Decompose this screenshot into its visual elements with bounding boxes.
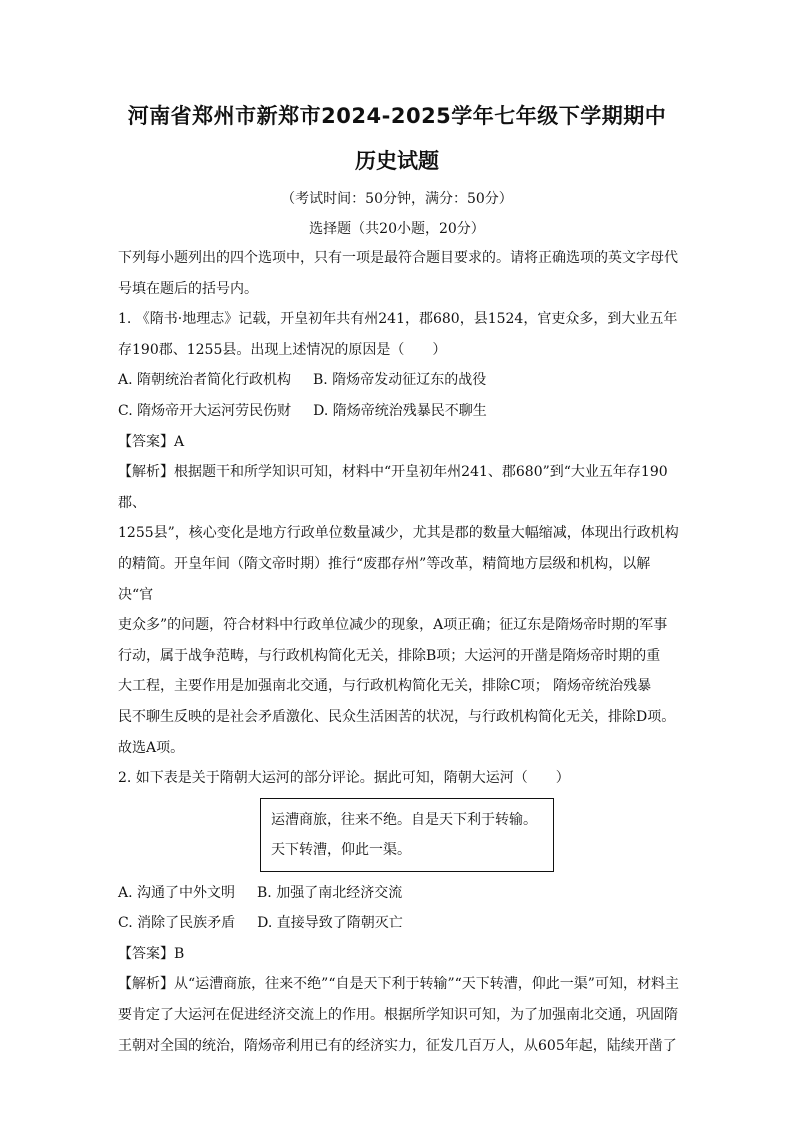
q2-analysis-label: 【解析】 bbox=[118, 976, 174, 993]
q2-answer: 【答案】B bbox=[118, 945, 185, 962]
q2-quote-line: 运漕商旅，往来不绝。自是天下利于转输。 bbox=[271, 811, 537, 828]
q1-option-a: A. 隋朝统治者简化行政机构 bbox=[118, 372, 292, 389]
q2-option-a: A. 沟通了中外文明 bbox=[118, 884, 236, 901]
q1-analysis-line: 大工程，主要作用是加强南北交通，与行政机构简化无关，排除C项； 隋炀帝统治残暴 bbox=[118, 678, 652, 695]
q2-analysis-line: 【解析】从“运漕商旅，往来不绝”“自是天下利于转输”“天下转漕，仰此一渠”可知，材料主 bbox=[118, 976, 679, 993]
q2-option-d: D. 直接导致了隋朝灭亡 bbox=[257, 915, 403, 932]
question-content bbox=[118, 243, 684, 1061]
q2-analysis-line: 王朝对全国的统治，隋炀帝利用已有的经济实力，征发几百万人，从605年起，陆续开凿了 bbox=[118, 1037, 677, 1054]
q1-analysis-line: 的精简。开皇年间（隋文帝时期）推行“废郡存州”等改革，精简地方层级和机构，以解决“官 bbox=[118, 555, 651, 603]
q1-analysis-line: 1255县”，核心变化是地方行政单位数量减少，尤其是郡的数量大幅缩减，体现出行政机构 bbox=[118, 525, 679, 542]
document-subtitle: 历史试题 bbox=[355, 149, 439, 173]
q2-options-row bbox=[118, 908, 684, 939]
q1-stem: 存190郡、1255县。出现上述情况的原因是（ ） bbox=[118, 341, 447, 358]
q1-answer: 【答案】A bbox=[118, 433, 185, 450]
q2-options-row bbox=[118, 878, 684, 909]
q1-analysis-line: 【解析】根据题干和所学知识可知，材料中“开皇初年州241、郡680”到“大业五年存190郡、 bbox=[118, 464, 668, 511]
instruction-line: 号填在题后的括号内。 bbox=[118, 280, 258, 297]
q1-stem: 1. 《隋书·地理志》记载，开皇初年共有州241，郡680，县1524，官吏众多，到大业五年 bbox=[118, 311, 678, 328]
q1-analysis-line: 行动，属于战争范畴，与行政机构简化无关，排除B项；大运河的开凿是隋炀帝时期的重 bbox=[118, 647, 661, 664]
instruction-line: 下列每小题列出的四个选项中，只有一项是最符合题目要求的。请将正确选项的英文字母代 bbox=[118, 250, 678, 266]
q2-quote-table bbox=[260, 798, 554, 872]
q1-option-d: D. 隋炀帝统治残暴民不聊生 bbox=[313, 402, 487, 419]
q1-option-c: C. 隋炀帝开大运河劳民伤财 bbox=[118, 402, 292, 419]
q2-option-b: B. 加强了南北经济交流 bbox=[257, 884, 403, 901]
q1-analysis-line: 吏众多”的问题，符合材料中行政单位减少的现象，A项正确；征辽东是隋炀帝时期的军事 bbox=[118, 617, 668, 634]
q1-analysis-line: 故选A项。 bbox=[118, 739, 185, 756]
document-title: 河南省郑州市新郑市2024-2025学年七年级下学期期中 bbox=[127, 104, 667, 128]
q1-analysis-line: 民不聊生反映的是社会矛盾激化、民众生活困苦的状况，与行政机构简化无关，排除D项。 bbox=[118, 708, 676, 725]
q2-stem: 2. 如下表是关于隋朝大运河的部分评论。据此可知，隋朝大运河（ ） bbox=[118, 770, 570, 787]
q1-options-row bbox=[118, 396, 684, 427]
q1-options-row bbox=[118, 365, 684, 396]
q2-option-c: C. 消除了民族矛盾 bbox=[118, 915, 236, 932]
q2-analysis-line: 要肯定了大运河在促进经济交流上的作用。根据所学知识可知，为了加强南北交通，巩固隋 bbox=[118, 1007, 678, 1024]
q1-analysis-label: 【解析】 bbox=[118, 464, 174, 481]
q1-option-b: B. 隋炀帝发动征辽东的战役 bbox=[313, 372, 487, 389]
q2-quote-line: 天下转漕，仰此一渠。 bbox=[271, 841, 411, 858]
section-heading: 选择题（共20小题，20分） bbox=[309, 221, 485, 237]
exam-info: （考试时间：50分钟，满分：50分） bbox=[281, 191, 513, 207]
